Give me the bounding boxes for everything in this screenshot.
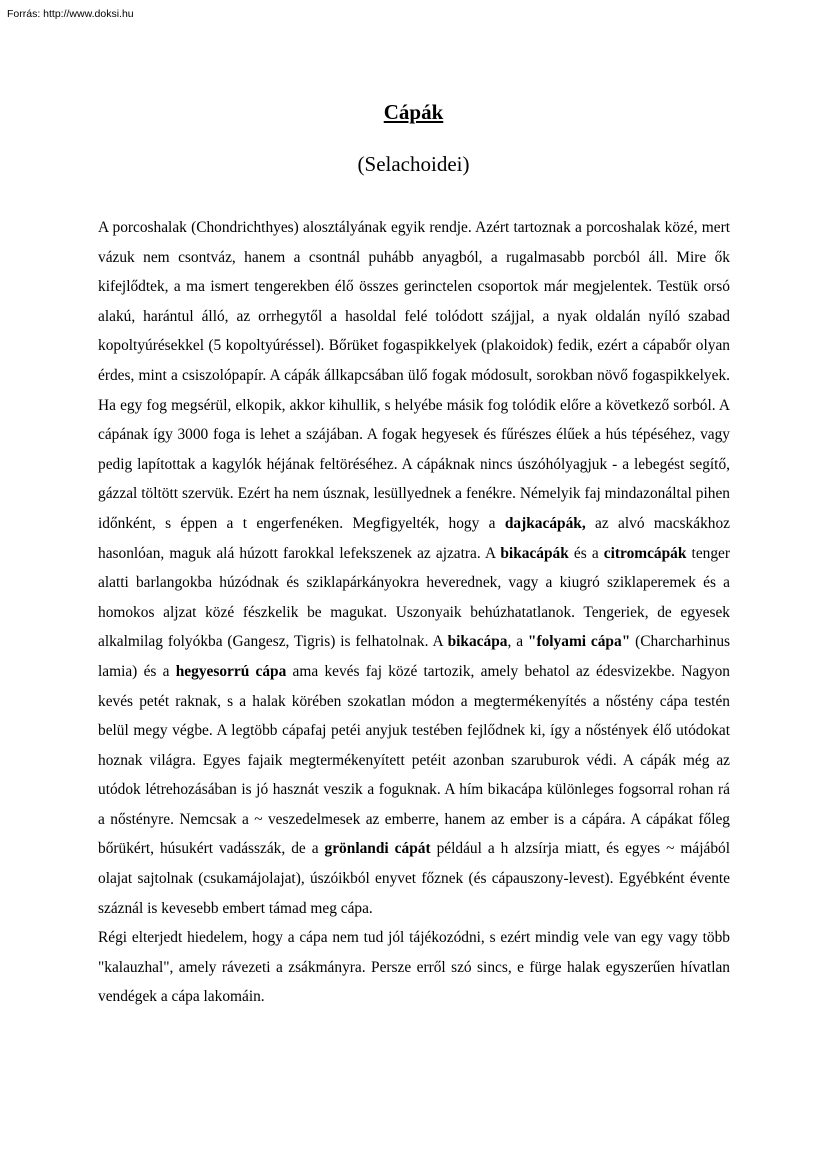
bold-term-bikacapak: bikacápák (500, 544, 569, 562)
bold-term-citromcapak: citromcápák (603, 544, 687, 562)
bold-term-hegyesorru-capa: hegyesorrú cápa (175, 662, 287, 680)
article-body (98, 213, 730, 1012)
page-subtitle: (Selachoidei) (357, 152, 470, 176)
text-segment: , a (507, 633, 528, 651)
paragraph-1 (98, 213, 730, 923)
bold-term-bikacapa: bikacápa (447, 633, 508, 651)
text-segment: A porcoshalak (Chondrichthyes) alosztályának egyik rendje. Azért tartoznak a porcoshalak közé, mert vázuk nem csontváz, hanem a csontnál puhább anyagból, a rugalmasabb porcból áll. Mire ők kifejlődtek, a ma ismert tengerekben élő összes gerinctelen csoportok már megjelentek. Testük orsó alakú, harántul álló, az orrhegytől a hasoldal felé tolódott szájjal, a nyak oldalán nyíló szabad kopoltyúrésekkel (5 kopoltyúréssel). Bőrüket fogaspikkelyek (plakoidok) fedik, ezért a cápabőr olyan érdes, mint a csiszolópapír. A cápák állkapcsában ülő fogak módosult, sorokban növő fogaspikkelyek. Ha egy fog megsérül, elkopik, akkor kihullik, s helyébe másik fog tolódik előre a következő sorból. A cápának így 3000 foga is lehet a szájában. A fogak hegyesek és fűrészes élűek a hús tépéséhez, vagy pedig lapítottak a kagylók héjának feltöréséhez. A cápáknak nincs úszóhólyagjuk - a lebegést segítő, gázzal töltött szervük. Ezért ha nem úsznak, lesüllyednek a fenékre. Némelyik faj mindazonáltal pihen időnként, s éppen a t engerfenéken. Megfigyelték, hogy a (98, 219, 730, 532)
text-segment: ama kevés faj közé tartozik, amely behatol az édesvizekbe. Nagyon kevés petét raknak, s a halak körében szokatlan módon a megtermékenyítés a nőstény cápa testén belül megy végbe. A legtöbb cápafaj petéi anyjuk testében fejlődnek ki, így a nőstények élő utódokat hoznak világra. Egyes fajaik megtermékenyített petéit azonban szaruburok védi. A cápák még az utódok létrehozásában is jó hasznát veszik a foguknak. A hím bikacápa különleges fogsorral rohan rá a nőstényre. Nemcsak a ~ veszedelmesek az emberre, hanem az ember is a cápára. A cápákat főleg bőrükért, húsukért vadásszák, de a (98, 662, 730, 858)
source-label: Forrás: http://www.doksi.hu (7, 8, 134, 20)
bold-term-gronlandi-capat: grönlandi cápát (324, 840, 431, 858)
bold-term-dajkacapak: dajkacápák, (504, 514, 586, 532)
text-segment: tenger alatti barlangokba húzódnak és sziklapárkányokra heverednek, vagy a kiugró sziklaperemek és a homokos aljzat közé fészkelik be magukat. Uszonyaik behúzhatatlanok. Tengeriek, de egyesek alkalmilag folyókba (Gangesz, Tigris) is felhatolnak. A (98, 544, 730, 651)
text-segment: (Charcharhinus lamia) és a (98, 633, 731, 680)
text-segment: az alvó macskákhoz hasonlóan, maguk alá húzott farokkal lefekszenek az ajzatra. A (98, 514, 730, 562)
text-segment: például a h alzsírja miatt, és egyes ~ májából olajat sajtolnak (csukamájolajat), úszóikból enyvet főznek (és cápauszony-levest). Egyébként évente száznál is kevesebb embert támad meg cápa. (98, 840, 730, 917)
text-segment: és a (568, 544, 604, 562)
page-title: Cápák (383, 100, 444, 124)
bold-term-folyami-capa: "folyami cápa" (527, 633, 631, 651)
paragraph-2: Régi elterjedt hiedelem, hogy a cápa nem tud jól tájékozódni, s ezért mindig vele van egy vagy több "kalauzhal", amely rávezeti a zsákmányra. Persze erről szó sincs, e fürge halak egyszerűen hívatlan vendégek a cápa lakomáin. (98, 929, 730, 1006)
